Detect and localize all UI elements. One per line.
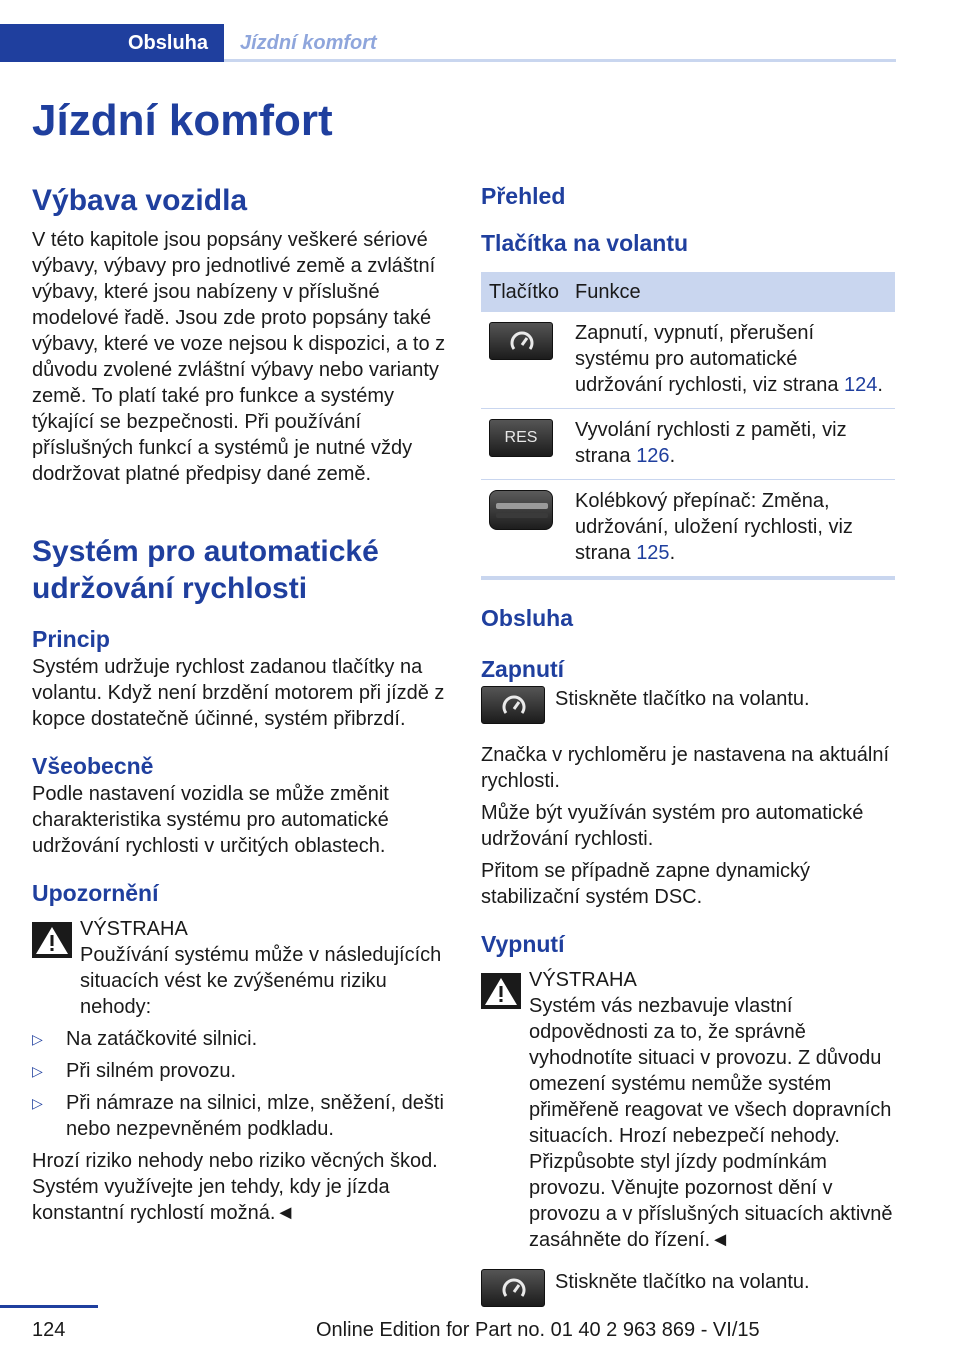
cruise-control-button-icon xyxy=(481,1269,545,1307)
bullet-triangle-icon: ▷ xyxy=(32,1095,43,1111)
equipment-paragraph: V této kapitole jsou popsány veškeré sériové výbavy, výbavy pro jednotlivé země a zvláštní výbavy, které jsou nabízeny v příslušné modelové řadě. Jsou zde proto popsány také výbavy, které ve voze nejsou k dispozici, a to z důvodu zvolené zvláštní výbavy nebo varianty země. To platí také pro funkce a systémy týkající se bezpečnosti. Při používání příslušných funkcí a systémů je nutné vždy dodržovat platné předpisy dané země. xyxy=(32,229,446,485)
function-cell: Kolébkový přepínač: Změna, udržování, uložení rychlosti, viz strana 125. xyxy=(567,480,895,579)
heading-general: Všeobecně xyxy=(32,753,154,779)
heading-switch-on: Zapnutí xyxy=(481,656,565,682)
warning-text: Systém vás nezbavuje vlastní odpovědnosti za to, že správně vyhodnotíte situaci v provozu. Z důvodu omezení systému nemůže systém přiměřeně reagovat ve všech dopravních situacích. Hrozí nebezpečí nehody. Přizpůsobte styl jízdy podmínkám provozu. Věnujte pozornost dění v provozu a v příslušných situacích aktivně zasáhněte do řízení.◄ xyxy=(529,995,893,1251)
heading-switch-off: Vypnutí xyxy=(481,931,565,957)
table-header-function: Funkce xyxy=(567,272,895,312)
right-column xyxy=(481,182,895,1311)
page-link[interactable]: 126 xyxy=(636,445,670,467)
page-link[interactable]: 124 xyxy=(844,374,878,396)
table-row xyxy=(481,409,895,480)
heading-cruise-system: Systém pro automatické udržování rychlosti xyxy=(32,535,379,605)
warning-block xyxy=(32,916,446,1020)
function-cell: Zapnutí, vypnutí, přerušení systému pro automatické udržování rychlosti, viz strana 124. xyxy=(567,312,895,409)
warning-label: VÝSTRAHA xyxy=(529,969,637,991)
press-button-instruction xyxy=(481,1269,895,1311)
function-cell: Vyvolání rychlosti z paměti, viz strana 126. xyxy=(567,409,895,480)
table-row xyxy=(481,312,895,409)
list-item: ▷ Při námraze na silnici, mlze, sněžení, dešti nebo nezpevněném podkladu. xyxy=(32,1092,444,1140)
res-button-icon: RES xyxy=(489,419,553,457)
heading-equipment: Výbava vozidla xyxy=(32,184,248,217)
warning-block xyxy=(481,967,895,1253)
usable-paragraph: Může být využíván systém pro automatické udržování rychlosti. xyxy=(481,802,864,850)
table-header-button: Tlačítko xyxy=(481,272,567,312)
left-column xyxy=(32,182,446,1226)
warning-icon xyxy=(32,922,72,958)
heading-principle: Princip xyxy=(32,626,110,652)
press-button-instruction xyxy=(481,686,895,728)
button-table xyxy=(481,272,895,580)
instruction-text: Stiskněte tlačítko na volantu. xyxy=(555,1271,810,1293)
warning-label: VÝSTRAHA xyxy=(80,918,188,940)
warning-text: Používání systému může v následujících situacích vést ke zvýšenému riziku nehody: xyxy=(80,944,442,1018)
chapter-label: Jízdní komfort xyxy=(240,32,377,54)
page-title: Jízdní komfort xyxy=(32,96,333,145)
page-link[interactable]: 125 xyxy=(636,542,670,564)
table-row xyxy=(481,480,895,579)
heading-overview: Přehled xyxy=(481,183,566,209)
edition-line: Online Edition for Part no. 01 40 2 963 869 - VI/15 xyxy=(316,1319,760,1341)
instruction-text: Stiskněte tlačítko na volantu. xyxy=(555,688,810,710)
bullet-triangle-icon: ▷ xyxy=(32,1031,43,1047)
warning-icon xyxy=(481,973,521,1009)
list-item: ▷ Při silném provozu. xyxy=(32,1060,237,1082)
section-tab: Obsluha xyxy=(0,24,224,62)
situation-list xyxy=(32,1026,446,1142)
footer-rule xyxy=(0,1305,98,1308)
running-header xyxy=(0,24,896,62)
general-paragraph: Podle nastavení vozidla se může změnit charakteristika systému pro automatické udržování rychlosti v určitých oblastech. xyxy=(32,783,389,857)
rocker-switch-icon xyxy=(489,490,553,530)
heading-notes: Upozornění xyxy=(32,880,159,906)
header-rule xyxy=(224,59,896,62)
mark-paragraph: Značka v rychloměru je nastavena na aktuální rychlosti. xyxy=(481,744,889,792)
risk-paragraph: Hrozí riziko nehody nebo riziko věcných škod. Systém využívejte jen tehdy, kdy je jízda konstantní rychlostí možná.◄ xyxy=(32,1150,438,1224)
bullet-triangle-icon: ▷ xyxy=(32,1063,43,1079)
cruise-control-button-icon xyxy=(481,686,545,724)
principle-paragraph: Systém udržuje rychlost zadanou tlačítky na volantu. Když není brzdění motorem při jízdě z kopce dostatečně účinné, systém přibrzdí. xyxy=(32,656,445,730)
list-item: ▷ Na zatáčkovité silnici. xyxy=(32,1028,258,1050)
heading-operation: Obsluha xyxy=(481,605,574,631)
dsc-paragraph: Přitom se případně zapne dynamický stabilizační systém DSC. xyxy=(481,860,811,908)
heading-steering-buttons: Tlačítka na volantu xyxy=(481,230,689,256)
cruise-control-button-icon xyxy=(489,322,553,360)
page-number: 124 xyxy=(32,1319,66,1341)
